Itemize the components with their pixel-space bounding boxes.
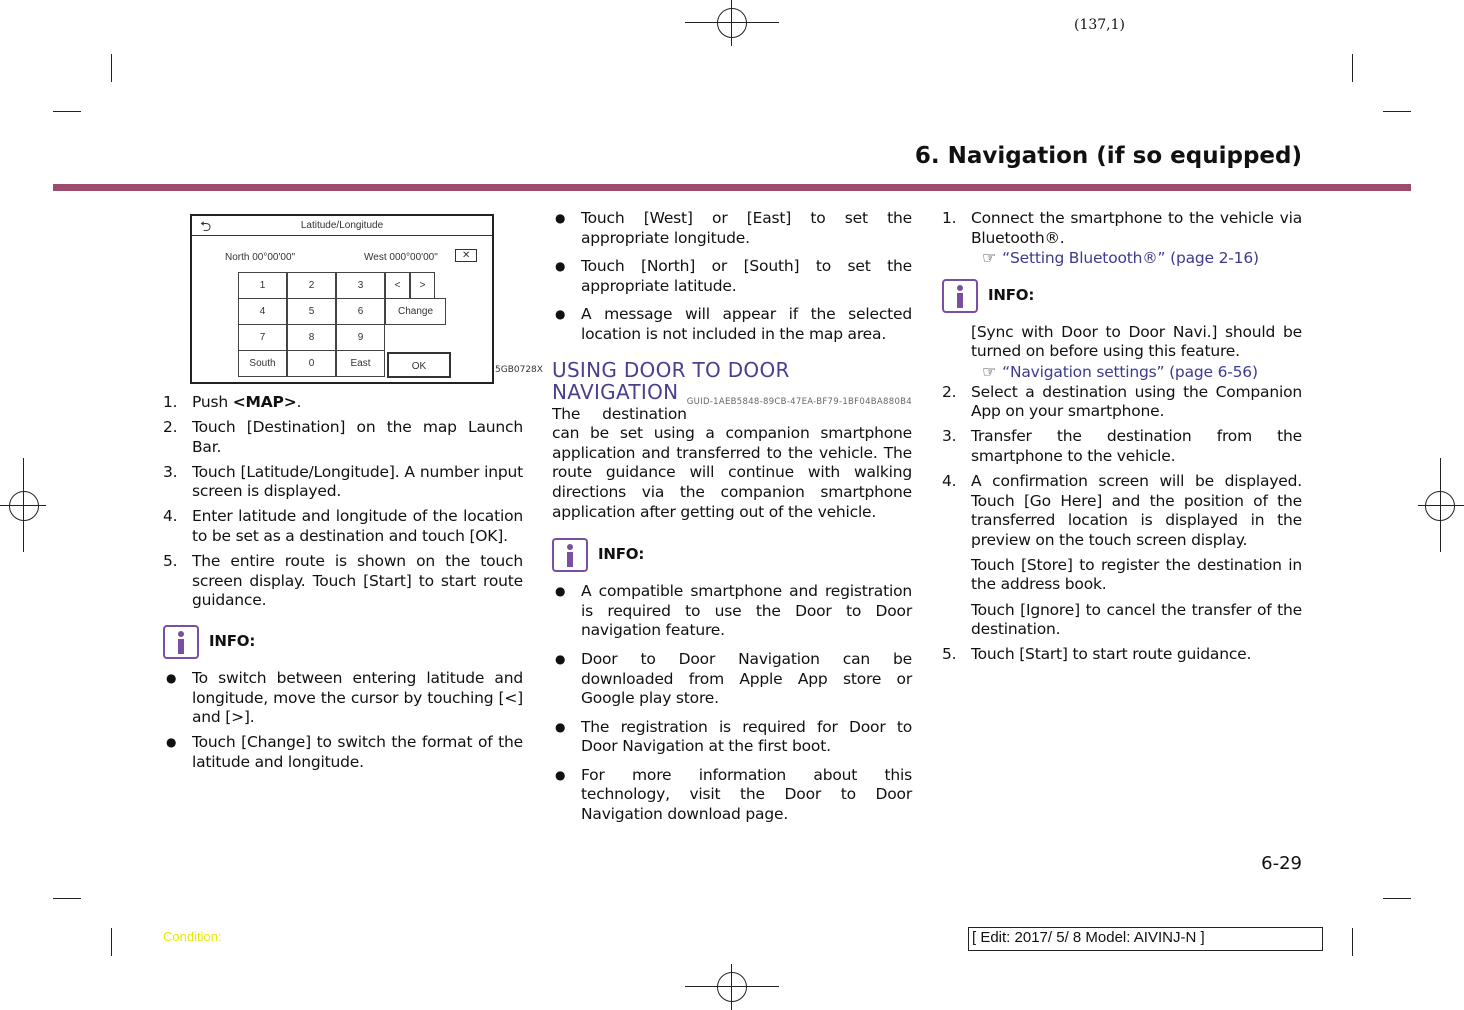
info-icon (942, 279, 978, 313)
guid-label: GUID-1AEB5848-89CB-47EA-BF79-1BF04BA880B4 (686, 396, 912, 407)
bullet-text: Touch [Change] to switch the format of the latitude and longitude. (192, 733, 523, 771)
figure-caption: 5GB0728X (495, 365, 543, 375)
bullet-text: Door to Door Navigation can be downloaded from Apple App store or Google play store. (581, 649, 912, 708)
keypad-key: 1 (238, 272, 287, 299)
pointing-hand-icon: ☞ (982, 361, 997, 381)
step-text: Touch [Latitude/Longitude]. A number input screen is displayed. (192, 462, 523, 501)
step-number: 3. (942, 427, 957, 446)
step-text: Connect the smartphone to the vehicle via Bluetooth®. (971, 209, 1302, 247)
info-bullet (552, 582, 912, 641)
step-text: A confirmation screen will be displayed. Touch [Go Here] and the position of the transferred location is displayed in the preview on the touch screen display. (971, 471, 1302, 549)
info-bullet (552, 650, 912, 709)
step-number: 5. (942, 645, 957, 664)
bullet (552, 305, 912, 344)
keypad-key: 2 (287, 272, 336, 299)
right-column (942, 209, 1302, 670)
keypad-key: 6 (336, 298, 385, 325)
keypad-key: > (410, 272, 435, 299)
keypad-key: South (238, 350, 287, 377)
step-text: . (296, 393, 302, 411)
screen-title-bar (192, 216, 492, 236)
info-header (163, 625, 523, 659)
bullet-icon: ● (555, 307, 566, 322)
step-text: Touch [Destination] on the map Launch Bar. (192, 418, 523, 456)
info-bullet (163, 733, 523, 772)
north-value: North 00°00'00" (225, 252, 296, 263)
bullet-icon: ● (166, 670, 177, 685)
keypad-key: 5 (287, 298, 336, 325)
step-4-ignore (942, 601, 1302, 640)
keypad-key: Change (385, 298, 446, 325)
keypad-key: East (336, 350, 385, 377)
info-label: INFO: (598, 545, 645, 564)
bullet-text: A compatible smartphone and registration is required to use the Door to Door navigation feature. (581, 582, 912, 640)
chapter-title: 6. Navigation (if so equipped) (914, 143, 1302, 169)
page-reference: (137,1) (1074, 17, 1126, 33)
bullet-text: The registration is required for Door to Door Navigation at the first boot. (581, 717, 912, 756)
info-bullet (163, 669, 523, 728)
bullet-icon: ● (555, 651, 566, 666)
keypad-key: 8 (287, 324, 336, 351)
link-text: “Setting Bluetooth®” (page 2-16) (1002, 249, 1259, 268)
intro-paragraph: The destination can be set using a companion smartphone application and transferred to the vehicle. The route guidance will continue with walking directions via the companion smartphone application after getting out of the vehicle. (552, 404, 912, 521)
step-text: The entire route is shown on the touch screen display. Touch [Start] to start route guidance. (192, 552, 523, 610)
lat-long-screen-illustration (190, 214, 494, 384)
keypad-key: 0 (287, 350, 336, 377)
delete-icon: ✕ (455, 249, 477, 262)
edit-info-box: [ Edit: 2017/ 5/ 8 Model: AIVINJ-N ] (968, 927, 1323, 951)
step-2 (163, 418, 523, 457)
step-number: 5. (163, 552, 178, 571)
step-number: 1. (942, 209, 957, 227)
section-heading (552, 357, 912, 407)
info-icon (552, 538, 588, 572)
keypad-key: 3 (336, 272, 385, 299)
step-3 (942, 427, 1302, 466)
step-text: Push (192, 393, 233, 411)
pointing-hand-icon: ☞ (982, 248, 997, 268)
step-5 (942, 645, 1302, 665)
info-text: [Sync with Door to Door Navi.] should be turned on before using this feature. (971, 322, 1302, 361)
bullet-icon: ● (555, 211, 566, 225)
step-subtext: Touch [Ignore] to cancel the transfer of the destination. (971, 600, 1302, 639)
step-text: Touch [Start] to start route guidance. (971, 645, 1252, 664)
keypad-key: 4 (238, 298, 287, 325)
bullet (552, 257, 912, 296)
back-icon: ⮌ (200, 218, 212, 234)
bullet-text: A message will appear if the selected location is not included in the map area. (581, 305, 912, 343)
west-value: West 000°00'00" (364, 252, 438, 263)
bullet-text: Touch [West] or [East] to set the appropriate longitude. (581, 209, 912, 247)
info-bullet (552, 766, 912, 825)
info-label: INFO: (209, 632, 256, 651)
bullet-icon: ● (555, 584, 566, 599)
setting-bluetooth-link[interactable] (942, 248, 1302, 269)
map-key: <MAP> (232, 393, 297, 411)
step-2 (942, 383, 1302, 422)
condition-label: Condition: (163, 929, 222, 944)
navigation-settings-link[interactable] (942, 362, 1302, 383)
screen-title: Latitude/Longitude (300, 220, 384, 231)
step-number: 1. (163, 393, 178, 411)
bullet-text: To switch between entering latitude and longitude, move the cursor by touching [<] and [>]. (192, 668, 523, 727)
keypad-key: 9 (336, 324, 385, 351)
bullet (552, 209, 912, 248)
info-header (552, 538, 912, 572)
left-column (163, 393, 523, 778)
bullet-text: Touch [North] or [South] to set the appropriate latitude. (581, 257, 912, 295)
step-number: 4. (163, 507, 178, 526)
info-label: INFO: (988, 285, 1035, 304)
info-header (942, 279, 1302, 313)
step-number: 2. (163, 418, 178, 437)
bullet-icon: ● (555, 719, 566, 734)
middle-column (552, 209, 912, 830)
header-bar (53, 184, 1411, 191)
bullet-text: For more information about this technology, visit the Door to Door Navigation download page. (581, 765, 912, 824)
heading-text: USING DOOR TO DOOR NAVIGATION (552, 357, 790, 404)
bullet-icon: ● (166, 735, 177, 750)
step-4 (163, 507, 523, 546)
step-4-store (942, 556, 1302, 595)
info-bullet (552, 718, 912, 757)
bullet-icon: ● (555, 767, 566, 782)
step-number: 2. (942, 382, 957, 401)
step-number: 4. (942, 471, 957, 490)
step-3 (163, 463, 523, 502)
keypad-key: < (385, 272, 410, 299)
link-text: “Navigation settings” (page 6-56) (1002, 362, 1258, 381)
info-icon (163, 625, 199, 659)
bullet-icon: ● (555, 259, 566, 274)
step-4 (942, 472, 1302, 550)
keypad-key: 7 (238, 324, 287, 351)
step-text: Enter latitude and longitude of the location to be set as a destination and touch [OK]. (192, 507, 523, 546)
keypad-key: OK (387, 352, 451, 378)
page-number: 6-29 (1261, 853, 1302, 874)
step-5 (163, 552, 523, 611)
step-number: 3. (163, 462, 178, 481)
step-text: Transfer the destination from the smartphone to the vehicle. (971, 427, 1302, 465)
step-1 (163, 393, 523, 413)
step-subtext: Touch [Store] to register the destination in the address book. (971, 555, 1302, 594)
step-text: Select a destination using the Companion App on your smartphone. (971, 382, 1302, 421)
step-1 (942, 209, 1302, 248)
